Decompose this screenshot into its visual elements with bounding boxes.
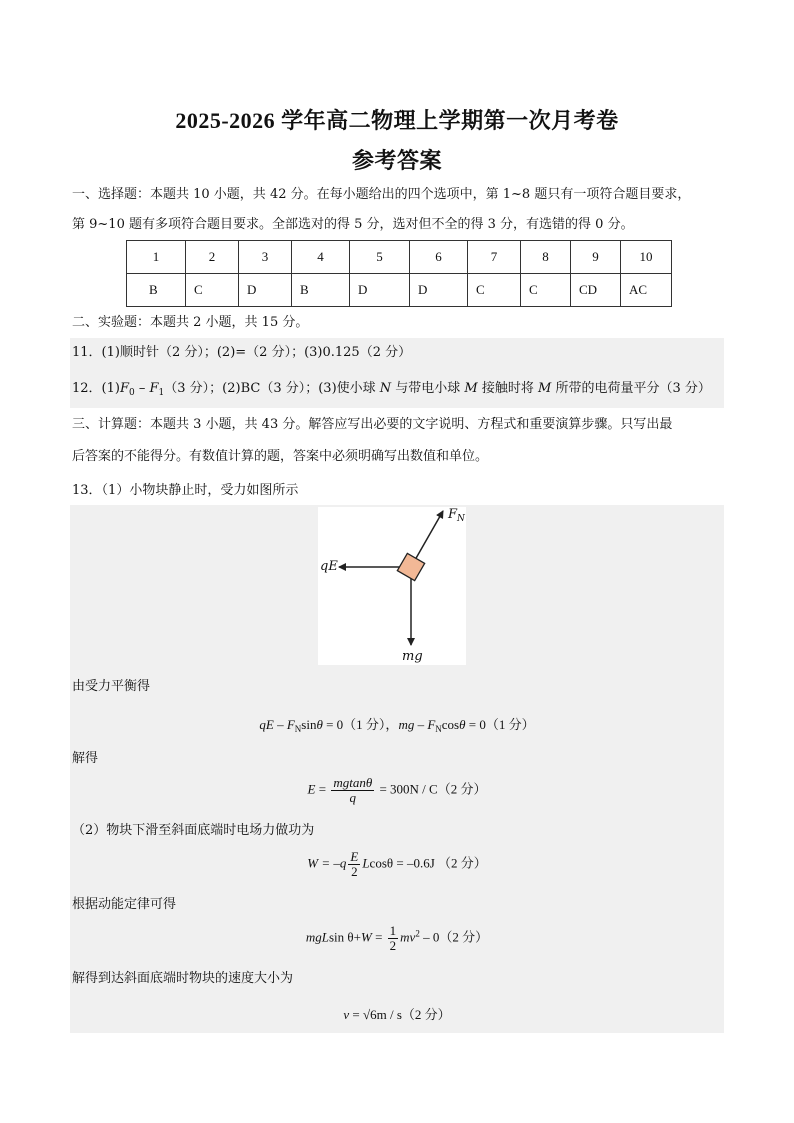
table-cell-answer: C [468,274,521,307]
speed-intro: 解得到达斜面底端时物块的速度大小为 [72,971,294,986]
q12-rest-b: 与带电小球 [391,381,465,396]
answer-table-header-row [127,241,672,274]
table-cell-answer: D [410,274,468,307]
label-electric-force: qE [320,559,338,574]
q12-n: N [379,381,392,396]
answer-q12 [72,380,724,402]
section1-line1: 一、选择题：本题共 10 小题，共 42 分。在每小题给出的四个选项中，第 1~8 题只有一项符合题目要求， [72,187,691,202]
page-subtitle: 参考答案 [351,148,442,173]
table-cell-number: 4 [292,241,350,274]
table-cell-answer: D [350,274,410,307]
q12-f0-sub: 0 [129,388,135,398]
q12-rest-d: 所带的电荷量平分（3 分） [551,381,711,396]
q12-prefix: 12．(1) [72,381,120,396]
table-cell-number: 6 [410,241,468,274]
answer-table-answer-row [127,274,672,307]
section2-heading: 二、实验题：本题共 2 小题，共 15 分。 [72,315,309,330]
section1-line2: 第 9~10 题有多项符合题目要求。全部选对的得 5 分，选对但不全的得 3 分，有选错的得 0 分。 [72,217,634,232]
table-cell-number: 2 [186,241,239,274]
label-gravity: mg [402,649,423,664]
answer-table [126,240,672,307]
q12-m: M [464,381,478,396]
q12-rest-c: 接触时将 [477,381,538,396]
table-cell-answer: C [186,274,239,307]
equation-field-strength: E = $\frac{mgtan\theta}{q}$ = 300N / C（2 分） [307,775,487,805]
table-cell-answer: C [521,274,571,307]
section3-line2: 后答案的不能得分。有数值计算的题，答案中必须明确写出数值和单位。 [72,449,489,464]
force-diagram [318,507,466,665]
q12-f1-sub: 1 [158,388,165,398]
table-cell-answer: D [239,274,292,307]
table-cell-number: 1 [127,241,186,274]
force-diagram-svg [318,507,466,665]
equation-speed: v = √6m / s（2 分） [343,1007,451,1022]
q13-part2-intro: （2）物块下滑至斜面底端时电场力做功为 [72,823,315,838]
table-cell-answer: B [127,274,186,307]
q12-m2: M [538,381,552,396]
equation-balance: qE – $F_N\sin\theta = 0(1$ 分），mg – $F_N\cos\theta = 0(1$ 分） [259,717,535,734]
balance-intro: 由受力平衡得 [72,679,151,694]
table-cell-number: 8 [521,241,571,274]
table-cell-number: 10 [621,241,672,274]
table-cell-answer: B [292,274,350,307]
equation-energy: mgLsin θ+W = $\frac{1}{2}$ $mv^2 - 0(2$ 分） [305,923,489,953]
answer-q11: 11．(1)顺时针（2 分）；(2)=（2 分）；(3)0.125（2 分） [72,345,412,360]
block-square [397,553,424,580]
q12-f1: F [149,381,159,396]
table-cell-answer: AC [621,274,672,307]
table-cell-number: 7 [468,241,521,274]
table-cell-number: 3 [239,241,292,274]
q12-f0: F [119,381,129,396]
q13-part1-intro: 13．（1）小物块静止时，受力如图所示 [72,483,299,498]
equation-work: W = –q $\frac{E}{2}$ Lcosθ = –0.6J （2 分） [307,849,487,879]
table-cell-number: 9 [571,241,621,274]
page-title: 2025-2026 学年高二物理上学期第一次月考卷 [175,108,619,133]
energy-intro: 根据动能定律可得 [72,897,177,912]
table-cell-answer: CD [571,274,621,307]
solve-intro: 解得 [72,751,99,766]
q12-minus: – [134,381,150,396]
label-normal-force: $F_N$ [448,507,465,524]
q12-rest-a: （3 分）；(2)BC（3 分）；(3)使小球 [164,381,380,396]
table-cell-number: 5 [350,241,410,274]
section3-line1: 三、计算题：本题共 3 小题，共 43 分。解答应写出必要的文字说明、方程式和重要演算步骤。只写出最 [72,417,673,432]
